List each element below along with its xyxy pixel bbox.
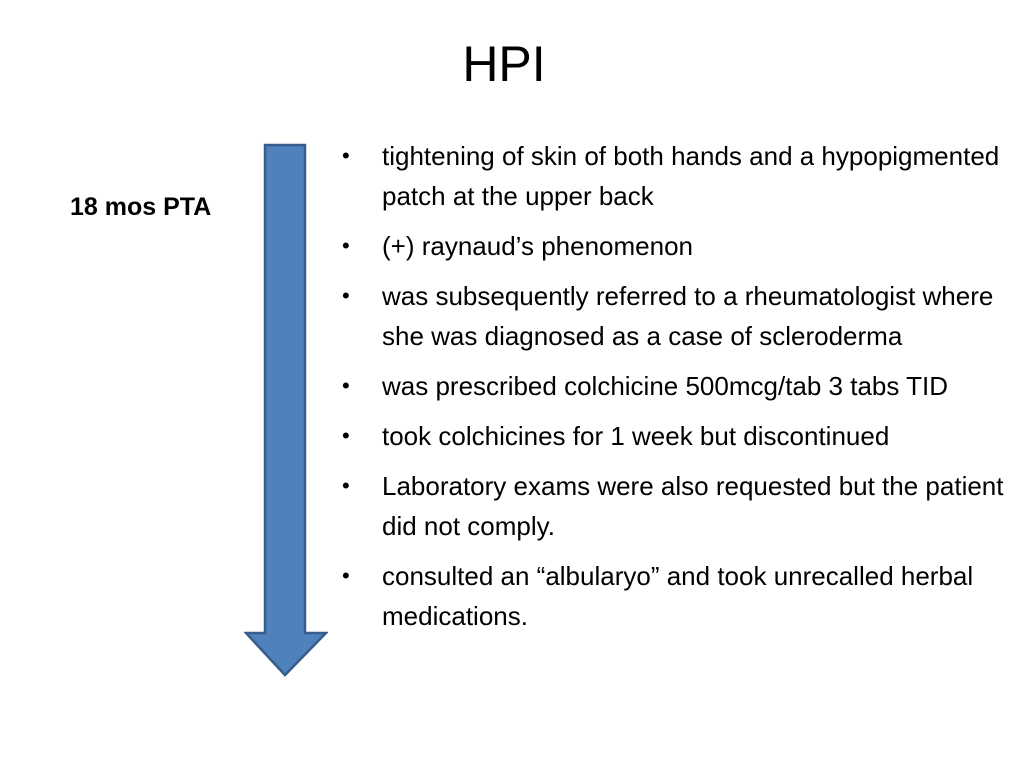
- bullet-icon: •: [342, 473, 350, 498]
- list-item: [340, 226, 1012, 266]
- bullet-icon: •: [342, 283, 350, 308]
- bullet-icon: •: [342, 373, 350, 398]
- bullet-icon: •: [342, 423, 350, 448]
- hpi-bullet-list: [340, 136, 1012, 646]
- down-arrow-shape: [246, 145, 326, 675]
- list-item: [340, 136, 1012, 216]
- bullet-icon: •: [342, 143, 350, 168]
- time-label: 18 mos PTA: [70, 193, 212, 221]
- list-item: [340, 466, 1012, 546]
- list-item: [340, 366, 1012, 406]
- bullet-text: (+) raynaud’s phenomenon: [382, 231, 694, 261]
- timeline-down-arrow: [244, 143, 328, 678]
- list-item: [340, 556, 1012, 636]
- bullet-text: Laboratory exams were also requested but the patient did not comply.: [382, 471, 1004, 541]
- bullet-text: consulted an “albularyo” and took unrecalled herbal medications.: [382, 561, 974, 631]
- bullet-icon: •: [342, 233, 350, 258]
- bullet-icon: •: [342, 563, 350, 588]
- bullet-text: was subsequently referred to a rheumatologist where she was diagnosed as a case of scleroderma: [382, 281, 994, 351]
- slide-title: HPI: [462, 36, 546, 92]
- list-item: [340, 276, 1012, 356]
- bullet-text: was prescribed colchicine 500mcg/tab 3 tabs TID: [382, 371, 949, 401]
- bullet-text: took colchicines for 1 week but discontinued: [382, 421, 890, 451]
- bullet-text: tightening of skin of both hands and a hypopigmented patch at the upper back: [382, 141, 1000, 211]
- list-item: [340, 416, 1012, 456]
